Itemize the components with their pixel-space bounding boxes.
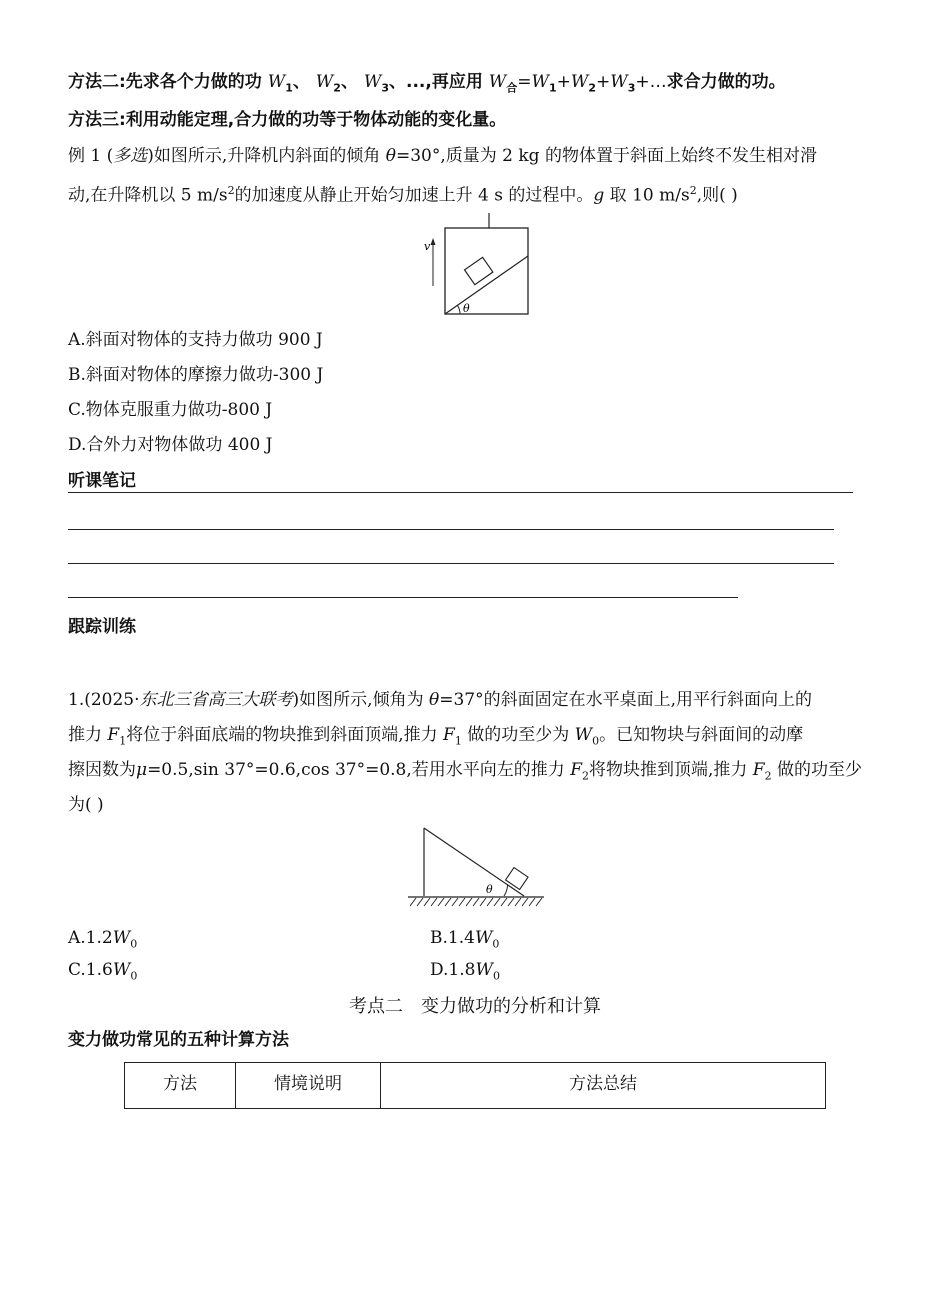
table-header-method: 方法	[125, 1063, 236, 1109]
question-1-line-1: 1.(2025·东北三省高三大联考)如图所示,倾角为 θ=37°的斜面固定在水平桌面上,用平行斜面向上的	[68, 690, 813, 710]
question-option-d: $D.1.8W_0$	[430, 960, 500, 983]
slope-angle-label: θ	[486, 883, 493, 896]
methods-table	[124, 1062, 826, 1109]
question-1-line-4: 为( )	[68, 795, 104, 815]
notes-line-1	[68, 492, 853, 493]
example-1-line-2: 动,在升降机以 5 $m/s^2$的加速度从静止开始匀加速上升 4 s 的过程中。g 取 10 $m/s^2$,则( )	[68, 184, 738, 206]
notes-label: 听课笔记	[68, 471, 136, 491]
example-1-line-1: 例 1 (多选)如图所示,升降机内斜面的倾角 θ=30°,质量为 2 kg 的物体置于斜面上始终不发生相对滑	[68, 146, 817, 166]
notes-line-3	[68, 563, 834, 564]
incline-on-table-figure	[400, 822, 550, 912]
question-1-line-3: 擦因数为μ=0.5,sin 37°=0.6,cos 37°=0.8,若用水平向左的推力 $F_2$将物块推到顶端,推力 $F_2$ 做的功至少	[68, 760, 862, 783]
velocity-arrowhead	[431, 238, 436, 245]
slope-angle-arc	[504, 884, 508, 896]
method-2-text: 方法二:先求各个力做的功 $W_1$、 $W_2$、 $W_3$、...,再应用 $W_合=W_1+W_2+W_3+\dots$求合力做的功。	[68, 72, 786, 95]
elevator-incline-figure	[410, 210, 540, 322]
angle-label: θ	[463, 302, 470, 315]
five-methods-label: 变力做功常见的五种计算方法	[68, 1030, 289, 1050]
tracking-label: 跟踪训练	[68, 617, 136, 637]
table-header-scenario: 情境说明	[236, 1063, 381, 1109]
question-1-line-2: 推力 $F_1$将位于斜面底端的物块推到斜面顶端,推力 $F_1$ 做的功至少为 $W_0$。已知物块与斜面间的动摩	[68, 725, 804, 748]
block-on-incline	[465, 257, 493, 284]
notes-line-2	[68, 529, 834, 530]
question-option-b: $B.1.4W_0$	[430, 928, 500, 951]
question-option-a: $A.1.2W_0$	[68, 928, 138, 951]
example-option-a: A.斜面对物体的支持力做功 900 J	[68, 330, 323, 350]
incline-hypotenuse	[424, 828, 524, 896]
velocity-label: v	[424, 240, 431, 253]
table-hatching	[410, 898, 542, 906]
example-option-d: D.合外力对物体做功 400 J	[68, 435, 273, 455]
angle-arc	[458, 306, 461, 315]
table-header-summary: 方法总结	[381, 1063, 826, 1109]
table-header-row	[125, 1063, 826, 1109]
method-3-text: 方法三:利用动能定理,合力做的功等于物体动能的变化量。	[68, 110, 507, 130]
example-option-b: B.斜面对物体的摩擦力做功-300 J	[68, 365, 324, 385]
notes-line-4	[68, 597, 738, 598]
section-2-title: 考点二 变力做功的分析和计算	[349, 996, 601, 1017]
example-option-c: C.物体克服重力做功-800 J	[68, 400, 273, 420]
question-option-c: $C.1.6W_0$	[68, 960, 138, 983]
